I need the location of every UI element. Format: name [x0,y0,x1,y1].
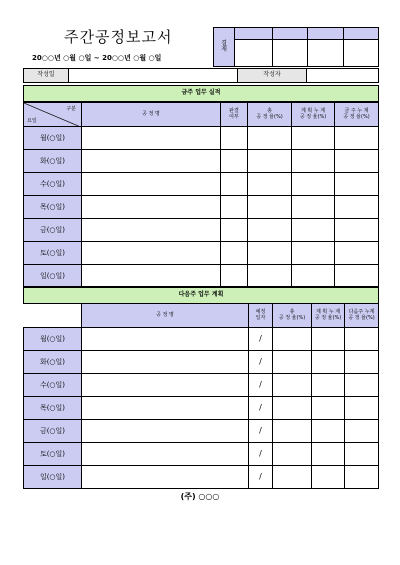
day-cell: 토(○일) [23,241,82,265]
process-name-cell[interactable] [81,465,249,489]
day-cell: 화(○일) [23,350,82,374]
day-cell: 일(○일) [23,264,82,287]
scheduled-date-cell[interactable]: / [248,419,273,443]
scheduled-date-cell[interactable]: / [248,396,273,420]
total-progress-cell[interactable] [247,264,292,287]
approval-label: 결 재 [213,27,235,67]
written-date-label: 작성일 [23,68,69,83]
cumulative-plan-cell[interactable] [311,373,345,397]
process-name-cell[interactable] [81,396,249,420]
cumulative-plan-cell[interactable] [311,327,345,351]
cumulative-plan-cell[interactable] [291,241,335,265]
this-week-section-title: 금주 업무 실적 [23,85,379,102]
scheduled-date-cell[interactable]: / [248,373,273,397]
scheduled-date-cell[interactable]: / [248,327,273,351]
writer-label: 작성자 [237,68,307,83]
col-next-cumulative: 다음주 누계 공 정 율(%) [344,303,379,328]
weekly-cumulative-cell[interactable] [334,172,379,196]
next-cumulative-cell[interactable] [344,419,379,443]
total-progress-cell[interactable] [247,172,292,196]
day-cell: 화(○일) [23,149,82,173]
process-name-cell[interactable] [81,264,221,287]
day-cell: 금(○일) [23,218,82,242]
next-cumulative-cell[interactable] [344,465,379,489]
process-name-cell[interactable] [81,419,249,443]
next-cumulative-cell[interactable] [344,396,379,420]
process-name-cell[interactable] [81,373,249,397]
cumulative-plan-cell[interactable] [311,465,345,489]
total-progress-cell[interactable] [247,218,292,242]
cumulative-plan-cell[interactable] [291,126,335,150]
company-name: (주) ○○○ [180,492,220,501]
col-process-name: 공 정 명 [81,303,249,328]
weekly-cumulative-cell[interactable] [334,149,379,173]
process-name-cell[interactable] [81,241,221,265]
day-cell: 일(○일) [23,465,82,489]
completion-cell[interactable] [220,218,248,242]
weekly-cumulative-cell[interactable] [334,241,379,265]
col-total-progress: 총 공 정 율(%) [272,303,312,328]
process-name-cell[interactable] [81,172,221,196]
completion-cell[interactable] [220,126,248,150]
approval-sign-cell-1[interactable] [234,39,273,67]
total-progress-cell[interactable] [247,241,292,265]
process-name-cell[interactable] [81,350,249,374]
col-weekly-cumulative: 금 주 누 계 공 정 율(%) [334,102,379,127]
report-title: 주간공정보고서 [64,28,173,46]
cumulative-plan-cell[interactable] [291,264,335,287]
day-cell: 월(○일) [23,126,82,150]
total-progress-cell[interactable] [272,442,312,466]
total-progress-cell[interactable] [272,373,312,397]
total-progress-cell[interactable] [247,126,292,150]
weekly-cumulative-cell[interactable] [334,218,379,242]
scheduled-date-cell[interactable]: / [248,465,273,489]
process-name-cell[interactable] [81,126,221,150]
process-name-cell[interactable] [81,218,221,242]
col-completion: 완결 여부 [220,102,248,127]
process-name-cell[interactable] [81,327,249,351]
next-cumulative-cell[interactable] [344,373,379,397]
day-cell: 월(○일) [23,327,82,351]
total-progress-cell[interactable] [272,465,312,489]
next-week-section-title: 다음주 업무 계획 [23,287,379,304]
approval-sign-cell-4[interactable] [343,39,379,67]
cumulative-plan-cell[interactable] [311,350,345,374]
approval-sign-cell-2[interactable] [272,39,308,67]
completion-cell[interactable] [220,149,248,173]
weekly-cumulative-cell[interactable] [334,195,379,219]
writer-field[interactable] [306,68,379,83]
completion-cell[interactable] [220,264,248,287]
written-date-field[interactable] [68,68,238,83]
weekly-cumulative-cell[interactable] [334,264,379,287]
cumulative-plan-cell[interactable] [291,195,335,219]
next-cumulative-cell[interactable] [344,350,379,374]
report-period: 20○○년 ○월 ○일 ~ 20○○년 ○월 ○일 [32,54,162,62]
process-name-cell[interactable] [81,442,249,466]
completion-cell[interactable] [220,241,248,265]
scheduled-date-cell[interactable]: / [248,350,273,374]
scheduled-date-cell[interactable]: / [248,442,273,466]
process-name-cell[interactable] [81,149,221,173]
weekly-cumulative-cell[interactable] [334,126,379,150]
category-label: 구분 [66,106,76,112]
total-progress-cell[interactable] [272,396,312,420]
col-process-name: 공 정 명 [81,102,221,127]
day-cell: 토(○일) [23,442,82,466]
next-cumulative-cell[interactable] [344,442,379,466]
next-cumulative-cell[interactable] [344,327,379,351]
day-cell: 금(○일) [23,419,82,443]
col-scheduled-date: 예정 일자 [248,303,273,328]
day-cell: 수(○일) [23,373,82,397]
completion-cell[interactable] [220,172,248,196]
total-progress-cell[interactable] [272,419,312,443]
total-progress-cell[interactable] [272,327,312,351]
col-cumulative-plan: 계 획 누 계 공 정 율(%) [291,102,335,127]
completion-cell[interactable] [220,195,248,219]
process-name-cell[interactable] [81,195,221,219]
cumulative-plan-cell[interactable] [291,172,335,196]
day-cell: 수(○일) [23,172,82,196]
cumulative-plan-cell[interactable] [291,149,335,173]
total-progress-cell[interactable] [247,149,292,173]
cumulative-plan-cell[interactable] [311,442,345,466]
col-cumulative-plan: 계 획 누 계 공 정 율(%) [311,303,345,328]
cumulative-plan-cell[interactable] [311,419,345,443]
cumulative-plan-cell[interactable] [291,218,335,242]
total-progress-cell[interactable] [272,350,312,374]
day-cell: 목(○일) [23,195,82,219]
day-cell: 목(○일) [23,396,82,420]
day-label: 요일 [27,118,37,124]
col-total-progress: 총 공 정 율(%) [247,102,292,127]
cumulative-plan-cell[interactable] [311,396,345,420]
approval-sign-cell-3[interactable] [307,39,344,67]
total-progress-cell[interactable] [247,195,292,219]
this-week-corner-header [23,102,82,127]
